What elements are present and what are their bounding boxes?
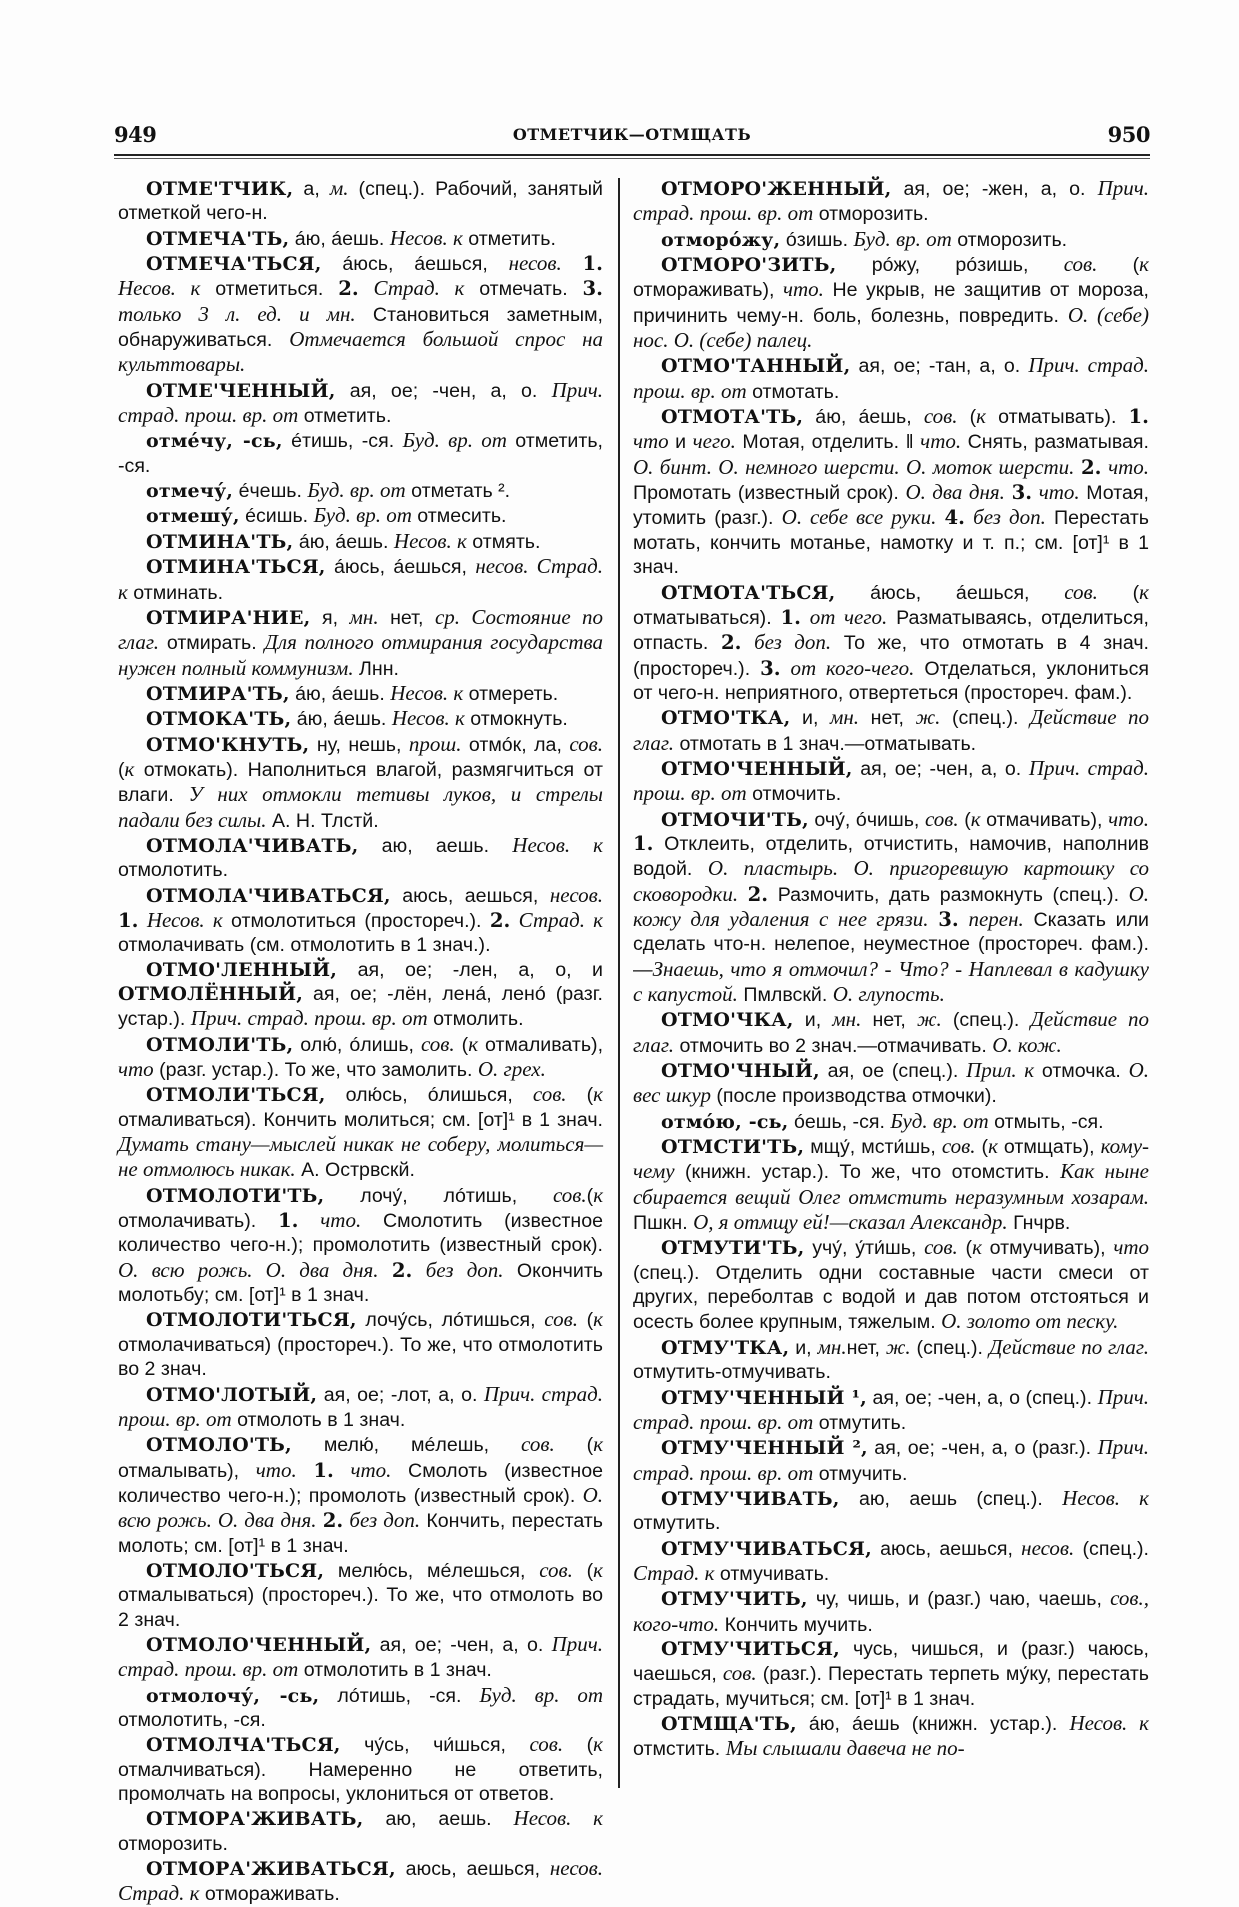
italic-gloss: Прил. к <box>966 1058 1035 1083</box>
italic-gloss: сов. <box>722 1661 757 1686</box>
entry-headword: ОТМУ'ЧЕННЫЙ ¹, <box>661 1386 867 1409</box>
right-column <box>633 176 1149 1762</box>
italic-gloss: У них отмокли тетивы луков, и стрелы падали без силы. <box>118 782 603 832</box>
dictionary-entry: ОТМОРА'ЖИВАТЬ, аю, аешь. Несов. к отморозить. <box>118 1806 603 1855</box>
italic-gloss: Прич. страд. прош. вр. от <box>633 1384 1150 1434</box>
dictionary-entry: ОТМЕЧА'ТЬСЯ, áюсь, áешься, несов. 1. Несов. к отметиться. 2. Страд. к отмечать. 3. только 3 л. ед. и мн. Становиться заметным, обнаруживаться. Отмечается большой спрос на культтовары. <box>118 251 603 377</box>
italic-gloss: Буд. вр. от <box>307 478 406 503</box>
entry-headword: отмешу́, <box>146 505 240 528</box>
italic-gloss: несов. <box>549 882 603 907</box>
italic-gloss: О. глупость. <box>832 982 945 1006</box>
italic-gloss: что. <box>350 1457 392 1482</box>
italic-gloss: ж. <box>885 1334 911 1359</box>
entry-headword: ОТМО'ЧЕННЫЙ, <box>661 757 853 780</box>
italic-gloss: Несов. к <box>512 832 603 857</box>
entry-headword: ОТМО'ТКА, <box>661 707 791 730</box>
dictionary-entry: ОТМЩА'ТЬ, áю, áешь (книжн. устар.). Несов. к отмстить. Мы слышали давеча не по- <box>633 1710 1149 1761</box>
entry-headword: ОТМИРА'НИЕ, <box>146 606 311 629</box>
italic-gloss: кому-чему <box>633 1134 1150 1184</box>
left-page-number: 949 <box>114 122 157 147</box>
italic-gloss: к <box>593 1082 603 1107</box>
dictionary-entry: ОТМОЛА'ЧИВАТЬ, аю, аешь. Несов. к отмолотить. <box>118 832 603 882</box>
italic-gloss: сов. <box>529 1732 564 1757</box>
entry-headword: ОТМО'ЛОТЫЙ, <box>146 1383 318 1406</box>
entry-headword: ОТМУ'ЧИВАТЬСЯ, <box>661 1537 872 1560</box>
italic-gloss: О. себе все руки. <box>781 505 937 530</box>
entry-headword: ОТМОТА'ТЬСЯ, <box>661 581 836 604</box>
dictionary-entry: ОТМУ'ТКА, и, мн.нет, ж. (спец.). Действие по глаг. отмутить-отмучивать. <box>633 1334 1149 1384</box>
entry-headword: ОТМЕЧА'ТЬ, <box>146 227 290 250</box>
italic-gloss: ср. Состояние по глаг. <box>118 604 603 655</box>
italic-gloss: Несов. к <box>146 907 223 932</box>
italic-gloss: Несов. к <box>393 528 467 553</box>
dictionary-entry: ОТМУ'ЧИВАТЬСЯ, аюсь, аешься, несов. (спец.). Страд. к отмучивать. <box>633 1535 1149 1585</box>
entry-headword: ОТМИНА'ТЬ, <box>146 530 294 553</box>
entry-headword: ОТМОЛИ'ТЬ, <box>146 1033 294 1056</box>
entry-headword: ОТМОЛОТИ'ТЬСЯ, <box>146 1309 357 1332</box>
sense-number: 2. <box>489 908 511 932</box>
italic-gloss: м. <box>329 176 349 200</box>
sense-number: 1. <box>313 1458 334 1482</box>
italic-gloss: Буд. вр. от <box>853 226 952 251</box>
italic-gloss: без доп. <box>754 630 832 655</box>
entry-headword: отмóю, -сь, <box>661 1110 789 1133</box>
dictionary-entry: ОТМСТИ'ТЬ, мщу́, мсти́шь, сов. (к отмщать), кому-чему (книжн. устар.). То же, что отомстить. Как ныне сбирается вещий Олег отмстить неразумным хозарам. Пшкн. О, я отмщу ей!—сказал Александр. Гнчрв. <box>633 1134 1150 1235</box>
sense-number: 3. <box>1011 481 1033 505</box>
italic-gloss: к <box>976 404 986 429</box>
entry-headword: ОТМОЛО'ТЬ, <box>146 1434 292 1457</box>
entry-headword: ОТМОРО'ЖЕННЫЙ, <box>661 178 892 200</box>
italic-gloss: ж. <box>916 1007 942 1032</box>
italic-gloss: сов. <box>923 404 958 429</box>
left-column <box>118 176 603 1907</box>
italic-gloss: сов. <box>521 1432 555 1457</box>
italic-gloss: Мы слышали давеча не по- <box>725 1736 965 1761</box>
dictionary-entry: ОТМОТА'ТЬ, áю, áешь, сов. (к отматывать). 1. что и чего. Мотая, отделить. ‖ что. Снять, разматывая. О. бинт. О. немного шерсти. О. моток шерсти. 2. что. Промотать (известный срок). О. два дня. 3. что. Мотая, утомить (разг.). О. себе все руки. 4. без доп. Перестать мотать, кончить мотанье, намотку и т. п.; см. [от]¹ в 1 знач. <box>633 404 1150 579</box>
italic-gloss: что. <box>320 1208 362 1233</box>
italic-gloss: О. бинт. О. немного шерсти. О. моток шерсти. <box>633 454 1075 479</box>
italic-gloss: Страд. к <box>518 907 603 932</box>
dictionary-entry: ОТМОЛО'ТЬСЯ, мелю́сь, мéлешься, сов. (к отмалываться) (простореч.). То же, что отмолоть во 2 знач. <box>118 1557 603 1631</box>
italic-gloss: Прич. страд. прош. вр. от <box>190 1006 428 1031</box>
italic-gloss: сов. <box>544 1307 578 1332</box>
dictionary-entry: отмечу́, éчешь. Буд. вр. от отметать ². <box>146 478 511 503</box>
italic-gloss: к <box>1139 579 1149 604</box>
sense-number: 2. <box>338 277 359 301</box>
italic-gloss: Думать стану—мыслей никак не соберу, молиться—не отмолюсь никак. <box>118 1132 603 1182</box>
italic-gloss: к <box>593 1182 604 1207</box>
italic-gloss: к <box>468 1031 479 1056</box>
entry-headword: ОТМЕЧА'ТЬСЯ, <box>146 253 322 276</box>
entry-headword: отмéчу, -сь, <box>146 430 283 453</box>
italic-gloss: О. золото от песку. <box>941 1309 1119 1334</box>
dictionary-entry: ОТМОЛО'ЧЕННЫЙ, ая, ое; -чен, а, о. Прич. страд. прош. вр. от отмолотить в 1 знач. <box>118 1631 604 1682</box>
italic-gloss: сов. <box>1064 579 1098 604</box>
italic-gloss: к <box>593 1732 603 1757</box>
sense-number: 2. <box>322 1509 344 1533</box>
italic-gloss: от чего. <box>809 604 888 629</box>
dictionary-entry: ОТМУТИ'ТЬ, учу́, у́ти́шь, сов. (к отмучивать), что (спец.). Отделить одни составные части смеси от других, переболтав с водой и дав потом отстояться и осесть более крупным, тяжелым. О. золото от песку. <box>633 1235 1149 1334</box>
italic-gloss: О. (себе) нос. О. (себе) палец. <box>633 302 1149 353</box>
italic-gloss: что. <box>255 1457 297 1482</box>
italic-gloss: что. <box>782 277 824 302</box>
dictionary-entry: ОТМЕЧА'ТЬ, áю, áешь. Несов. к отметить. <box>146 225 556 250</box>
entry-headword: ОТМУ'ЧИВАТЬ, <box>661 1487 840 1510</box>
entry-headword: ОТМОТА'ТЬ, <box>661 406 804 429</box>
entry-headword: ОТМУ'ТКА, <box>661 1336 790 1359</box>
italic-gloss: Для полного отмирания государства нужен полный коммунизм. <box>118 630 603 680</box>
italic-gloss: что. <box>920 429 962 454</box>
italic-gloss: к <box>988 1134 998 1159</box>
entry-headword: ОТМОЛЧА'ТЬСЯ, <box>146 1734 341 1757</box>
dictionary-entry: ОТМОЛЧА'ТЬСЯ, чу́сь, чи́шься, сов. (к отмалчиваться). Намеренно не ответить, промолчать на вопросы, уклониться от ответов. <box>118 1732 603 1805</box>
sense-number: 1. <box>278 1209 299 1233</box>
entry-headword: ОТМУ'ЧИТЬ, <box>661 1588 808 1611</box>
italic-gloss: Буд. вр. от <box>313 503 412 528</box>
dictionary-entry: ОТМОРО'ЖЕННЫЙ, ая, ое; -жен, а, о. Прич. страд. прош. вр. от отморозить. <box>633 176 1149 226</box>
entry-headword: ОТМО'ЧКА, <box>661 1009 794 1032</box>
italic-gloss: несов. Страд. к <box>118 1856 603 1906</box>
dictionary-entry: ОТМОЛОТИ'ТЬ, лочу́, лóтишь, сов.(к отмолачивать). 1. что. Смолотить (известное количество чего-н.); промолотить (известный срок). О. всю рожь. О. два дня. 2. без доп. Окончить молотьбу; см. [от]¹ в 1 знач. <box>118 1182 604 1307</box>
running-head: ОТМЕТЧИК—ОТМЩАТЬ <box>512 125 752 144</box>
italic-gloss: О, я отмщу ей!—сказал Александр. <box>693 1210 1008 1235</box>
entry-headword: отморóжу, <box>661 228 781 251</box>
entry-headword: ОТМОЧИ'ТЬ, <box>661 808 809 831</box>
dictionary-entry: ОТМОЛИ'ТЬ, олю́, óлишь, сов. (к отмаливать), что (разг. устар.). То же, что замолить. О. грех. <box>118 1031 604 1082</box>
entry-headword: ОТМИНА'ТЬСЯ, <box>146 556 326 579</box>
entry-headword: ОТМУТИ'ТЬ, <box>661 1237 805 1260</box>
dictionary-entry: ОТМОЛА'ЧИВАТЬСЯ, аюсь, аешься, несов. 1. Несов. к отмолотиться (простореч.). 2. Страд. к отмолачивать (см. отмолотить в 1 знач.). <box>118 882 603 957</box>
italic-gloss: сов. <box>1063 252 1098 277</box>
italic-gloss: сов., кого-что. <box>633 1586 1149 1636</box>
italic-gloss: к <box>972 1235 982 1260</box>
entry-headword: ОТМОЛА'ЧИВАТЬСЯ, <box>146 884 391 907</box>
italic-gloss: мн. <box>829 705 860 730</box>
dictionary-entry: ОТМОЧИ'ТЬ, очу́, óчишь, сов. (к отмачивать), что. 1. Отклеить, отделить, отчистить, намочив, наполнив водой. О. пластырь. О. пригоревшую картошку со сковородки. 2. Размочить, дать размокнуть (спец.). О. кожу для удаления с нее грязи. 3. перен. Сказать или сделать что-н. нелепое, неуместное (простореч. фам.).—Знаешь, что я отмочил? - Что? - Наплевал в кадушку с капустой. Пмлвскй. О. глупость. <box>633 806 1149 1006</box>
dictionary-entry: ОТМО'ТКА, и, мн. нет, ж. (спец.). Действие по глаг. отмотать в 1 знач.—отматывать. <box>633 705 1149 755</box>
italic-gloss: что <box>1113 1235 1149 1260</box>
dictionary-entry: ОТМУ'ЧЕННЫЙ ¹, ая, ое; -чен, а, о (спец.). Прич. страд. прош. вр. от отмутить. <box>633 1384 1150 1434</box>
italic-gloss: к <box>1139 252 1149 277</box>
dictionary-entry: ОТМО'КНУТЬ, ну, нешь, прош. отмóк, ла, сов. (к отмокать). Наполниться влагой, размягчиться от влаги. У них отмокли тетивы луков, и стрелы падали без силы. А. Н. Тлстй. <box>118 731 603 832</box>
dictionary-entry: ОТМОРА'ЖИВАТЬСЯ, аюсь, аешься, несов. Страд. к отмораживать. <box>118 1856 603 1906</box>
italic-gloss: к <box>593 1307 603 1332</box>
dictionary-entry: отмóю, -сь, óешь, -ся. Буд. вр. от отмыть, -ся. <box>661 1108 1104 1133</box>
entry-headword: ОТМОЛОТИ'ТЬ, <box>146 1184 325 1207</box>
sense-number: 1. <box>582 252 603 276</box>
italic-gloss: несов. <box>508 251 562 276</box>
entry-headword: ОТМИРА'ТЬ, <box>146 682 290 705</box>
italic-gloss: Действие по глаг. <box>633 1007 1149 1057</box>
sense-number: 2. <box>1081 455 1102 479</box>
header-rule-thin <box>114 158 1150 159</box>
italic-gloss: Буд. вр. от <box>890 1108 989 1133</box>
entry-headword: ОТМОЛО'ТЬСЯ, <box>146 1559 325 1582</box>
italic-gloss: сов. <box>569 731 603 756</box>
italic-gloss: без доп. <box>349 1508 421 1533</box>
sense-number: 1. <box>1128 405 1150 429</box>
dictionary-entry: отмешу́, éсишь. Буд. вр. от отмесить. <box>146 503 507 528</box>
entry-headword: ОТМЩА'ТЬ, <box>661 1712 797 1735</box>
italic-gloss: мн. <box>349 604 379 629</box>
italic-gloss: к <box>593 1432 604 1457</box>
sense-number: 2. <box>720 631 742 655</box>
italic-gloss: Прич. страд. прош. вр. от <box>633 176 1149 226</box>
italic-gloss: Несов. к <box>513 1806 603 1831</box>
italic-gloss: Прич. страд. прош. вр. от <box>633 1435 1150 1485</box>
italic-gloss: чего. <box>692 429 736 454</box>
dictionary-entry: ОТМУ'ЧИТЬ, чу, чишь, и (разг.) чаю, чаешь, сов., кого-что. Кончить мучить. <box>633 1586 1149 1636</box>
italic-gloss: сов. <box>552 1182 587 1207</box>
dictionary-entry: ОТМОЛОТИ'ТЬСЯ, лочу́сь, лóтишься, сов. (к отмолачиваться) (простореч.). То же, что отмолотить во 2 знач. <box>118 1307 603 1381</box>
entry-headword: ОТМО'ЛЕННЫЙ, <box>146 958 338 981</box>
italic-gloss: к <box>970 806 981 831</box>
dictionary-entry: ОТМИРА'ТЬ, áю, áешь. Несов. к отмереть. <box>146 680 559 705</box>
italic-gloss: Несов. к <box>390 680 464 705</box>
italic-gloss: О. вес шкур <box>633 1058 1149 1108</box>
italic-gloss: что <box>633 429 669 454</box>
italic-gloss: сов. <box>420 1031 455 1056</box>
italic-gloss: что <box>118 1057 154 1082</box>
sense-number: 1. <box>118 908 139 932</box>
italic-gloss: Несов. к <box>389 225 463 250</box>
italic-gloss: Как ныне сбирается вещий Олег отмстить неразумным хозарам. <box>633 1159 1149 1209</box>
entry-headword: ОТМЕ'ТЧИК, <box>146 178 294 200</box>
italic-gloss: только 3 л. ед. и мн. <box>118 301 356 326</box>
italic-gloss: несов. <box>1021 1535 1075 1560</box>
italic-gloss: мн. <box>817 1334 847 1359</box>
italic-gloss: ж. <box>915 705 941 730</box>
entry-headword: ОТМОРА'ЖИВАТЬ, <box>146 1808 364 1831</box>
italic-gloss: Прич. страд. прош. вр. от <box>633 353 1150 403</box>
sense-number: 3. <box>938 907 959 931</box>
dictionary-entry: ОТМОТА'ТЬСЯ, áюсь, áешься, сов. (к отматываться). 1. от чего. Разматываясь, отделиться, отпасть. 2. без доп. То же, что отмотать в 4 знач. (простореч.). 3. от кого-чего. Отделаться, уклониться от чего-н. неприятного, отвертеться (простореч. фам.). <box>633 579 1149 704</box>
italic-gloss: Знаешь, что я отмочил? - Что? - Наплевал в кадушку с капустой. <box>633 956 1149 1006</box>
italic-gloss: Несов. к <box>1069 1710 1149 1735</box>
header-rule <box>114 154 1150 156</box>
entry-headword-variant: ОТМОЛЁННЫЙ, <box>118 983 304 1005</box>
italic-gloss: О. кожу для удаления с нее грязи. <box>633 881 1149 931</box>
entry-headword: ОТМЕ'ЧЕННЫЙ, <box>146 379 336 402</box>
italic-gloss: Прич. страд. прош. вр. от <box>118 377 604 428</box>
dictionary-entry: ОТМОКА'ТЬ, áю, áешь. Несов. к отмокнуть. <box>146 706 568 731</box>
entry-headword: ОТМУ'ЧЕННЫЙ ², <box>661 1437 868 1460</box>
italic-gloss: перен. <box>968 906 1024 931</box>
sense-number: 1. <box>633 831 654 855</box>
italic-gloss: Буд. вр. от <box>479 1682 603 1707</box>
dictionary-entry: ОТМОЛИ'ТЬСЯ, олю́сь, óлишься, сов. (к отмаливаться). Кончить молиться; см. [от]¹ в 1 знач. Думать стану—мыслей никак не соберу, молиться—не отмолюсь никак. А. Острвскй. <box>118 1082 603 1182</box>
dictionary-entry: ОТМЕ'ЧЕННЫЙ, ая, ое; -чен, а, о. Прич. страд. прош. вр. от отметить. <box>118 377 604 428</box>
italic-gloss: Действие по глаг. <box>988 1334 1149 1359</box>
dictionary-entry: ОТМО'ЧЕННЫЙ, ая, ое; -чен, а, о. Прич. страд. прош. вр. от отмочить. <box>633 755 1149 806</box>
sense-number: 4. <box>944 506 965 530</box>
italic-gloss: прош. <box>408 731 462 756</box>
italic-gloss: О. пластырь. О. пригоревшую картошку со сковородки. <box>633 856 1149 906</box>
italic-gloss: О. два дня. <box>905 480 1005 505</box>
right-page-number: 950 <box>1107 122 1150 147</box>
entry-headword: ОТМО'ТАННЫЙ, <box>661 355 851 378</box>
dictionary-entry: ОТМУ'ЧЕННЫЙ ², ая, ое; -чен, а, о (разг.). Прич. страд. прош. вр. от отмучить. <box>633 1435 1150 1485</box>
sense-number: 1. <box>780 605 801 629</box>
sense-number: 3. <box>582 277 603 301</box>
column-divider <box>618 178 620 1788</box>
italic-gloss: к <box>593 1557 603 1582</box>
italic-gloss: сов. <box>539 1557 573 1582</box>
italic-gloss: сов. <box>532 1082 567 1107</box>
dictionary-entry: ОТМИНА'ТЬ, áю, áешь. Несов. к отмять. <box>146 528 541 553</box>
italic-gloss: мн. <box>832 1007 862 1032</box>
dictionary-entry: ОТМО'ЧНЫЙ, ая, ое (спец.). Прил. к отмочка. О. вес шкур (после производства отмочки). <box>633 1058 1149 1108</box>
italic-gloss: Прич. страд. прош. вр. от <box>633 755 1149 806</box>
entry-headword: отмечу́, <box>146 480 234 503</box>
dictionary-entry: отмолочу́, -сь, лóтишь, -ся. Буд. вр. от отмолотить, -ся. <box>118 1682 603 1731</box>
sense-number: 3. <box>760 656 781 680</box>
entry-headword: ОТМОЛА'ЧИВАТЬ, <box>146 834 359 857</box>
italic-gloss: Буд. вр. от <box>402 428 507 453</box>
italic-gloss: без доп. <box>425 1257 504 1282</box>
dictionary-entry: ОТМОРО'ЗИТЬ, рóжу, рóзишь, сов. (к отмораживать), что. Не укрыв, не защитив от мороза, причинить чему-н. боль, болезнь, повредить. О. (себе) нос. О. (себе) палец. <box>633 252 1149 353</box>
dictionary-entry: ОТМО'ЧКА, и, мн. нет, ж. (спец.). Действие по глаг. отмочить во 2 знач.—отмачивать. О. кож. <box>633 1007 1149 1057</box>
italic-gloss: Прич. страд. прош. вр. от <box>118 1381 603 1431</box>
entry-headword: ОТМОРО'ЗИТЬ, <box>661 254 837 277</box>
italic-gloss: сов. <box>941 1134 976 1159</box>
italic-gloss: Несов. к <box>1062 1485 1149 1510</box>
italic-gloss: О. грех. <box>477 1057 546 1082</box>
italic-gloss: сов. <box>924 806 959 831</box>
dictionary-entry: отморóжу, óзишь. Буд. вр. от отморозить. <box>661 226 1068 251</box>
entry-headword: отмолочу́, -сь, <box>146 1684 320 1707</box>
italic-gloss: без доп. <box>973 505 1046 530</box>
italic-gloss: О. всю рожь. О. два дня. <box>118 1482 603 1533</box>
dictionary-entry: ОТМО'ЛОТЫЙ, ая, ое; -лот, а, о. Прич. страд. прош. вр. от отмолоть в 1 знач. <box>118 1381 603 1431</box>
italic-gloss: Несов. к <box>391 706 465 731</box>
italic-gloss: Несов. к <box>118 276 201 301</box>
italic-gloss: Страд. к <box>373 276 465 301</box>
page-header <box>114 122 1150 154</box>
italic-gloss: Отмечается большой спрос на культтовары. <box>118 327 603 377</box>
sense-number: 2. <box>391 1258 413 1282</box>
italic-gloss: Действие по глаг. <box>633 705 1149 755</box>
entry-headword: ОТМОРА'ЖИВАТЬСЯ, <box>146 1858 396 1881</box>
italic-gloss: от кого-чего. <box>790 655 915 680</box>
entry-headword: ОТМОКА'ТЬ, <box>146 708 292 731</box>
italic-gloss: несов. Страд. к <box>118 554 603 604</box>
entry-headword: ОТМОЛИ'ТЬСЯ, <box>146 1084 326 1107</box>
dictionary-entry: ОТМО'ТАННЫЙ, ая, ое; -тан, а, о. Прич. страд. прош. вр. от отмотать. <box>633 353 1150 403</box>
dictionary-entry: ОТМИРА'НИЕ, я, мн. нет, ср. Состояние по глаг. отмирать. Для полного отмирания государства нужен полный коммунизм. Лнн. <box>118 604 603 680</box>
dictionary-entry: ОТМУ'ЧИТЬСЯ, чусь, чишься, и (разг.) чаюсь, чаешься, сов. (разг.). Перестать терпеть му́ку, перестать страдать, мучиться; см. [от]¹ в 1 знач. <box>633 1637 1150 1710</box>
dictionary-entry: ОТМОЛО'ТЬ, мелю́, мéлешь, сов. (к отмалывать), что. 1. что. Смолоть (известное количество чего-н.); промолоть (известный срок). О. всю рожь. О. два дня. 2. без доп. Кончить, перестать молоть; см. [от]¹ в 1 знач. <box>118 1432 604 1557</box>
dictionary-entry: отмéчу, -сь, éтишь, -ся. Буд. вр. от отметить, -ся. <box>118 428 603 477</box>
entry-headword: ОТМОЛО'ЧЕННЫЙ, <box>146 1633 372 1656</box>
entry-headword: ОТМУ'ЧИТЬСЯ, <box>661 1637 840 1660</box>
italic-gloss: Страд. к <box>633 1560 715 1585</box>
entry-headword: ОТМСТИ'ТЬ, <box>661 1136 805 1159</box>
entry-headword: ОТМО'КНУТЬ, <box>146 733 310 756</box>
italic-gloss: что. <box>1108 454 1149 479</box>
italic-gloss: что. <box>1038 480 1080 505</box>
dictionary-entry: ОТМУ'ЧИВАТЬ, аю, аешь (спец.). Несов. к отмутить. <box>633 1485 1149 1535</box>
sense-number: 2. <box>747 882 769 906</box>
italic-gloss: к <box>124 756 135 781</box>
dictionary-entry: ОТМИНА'ТЬСЯ, áюсь, áешься, несов. Страд. к отминать. <box>118 554 603 604</box>
dictionary-entry: ОТМО'ЛЕННЫЙ, ая, ое; -лен, а, о, и ОТМОЛЁННЫЙ, ая, ое; -лён, ленá, ленó (разг. устар.). Прич. страд. прош. вр. от отмолить. <box>118 958 603 1031</box>
dictionary-entry: ОТМЕ'ТЧИК, а, м. (спец.). Рабочий, занятый отметкой чего-н. <box>118 176 603 225</box>
entry-headword: ОТМО'ЧНЫЙ, <box>661 1060 820 1083</box>
italic-gloss: Прич. страд. прош. вр. от <box>118 1631 604 1682</box>
italic-gloss: О. всю рожь. О. два дня. <box>118 1257 379 1282</box>
italic-gloss: О. кож. <box>992 1032 1062 1057</box>
italic-gloss: что. <box>1108 806 1149 831</box>
italic-gloss: сов. <box>924 1235 958 1260</box>
